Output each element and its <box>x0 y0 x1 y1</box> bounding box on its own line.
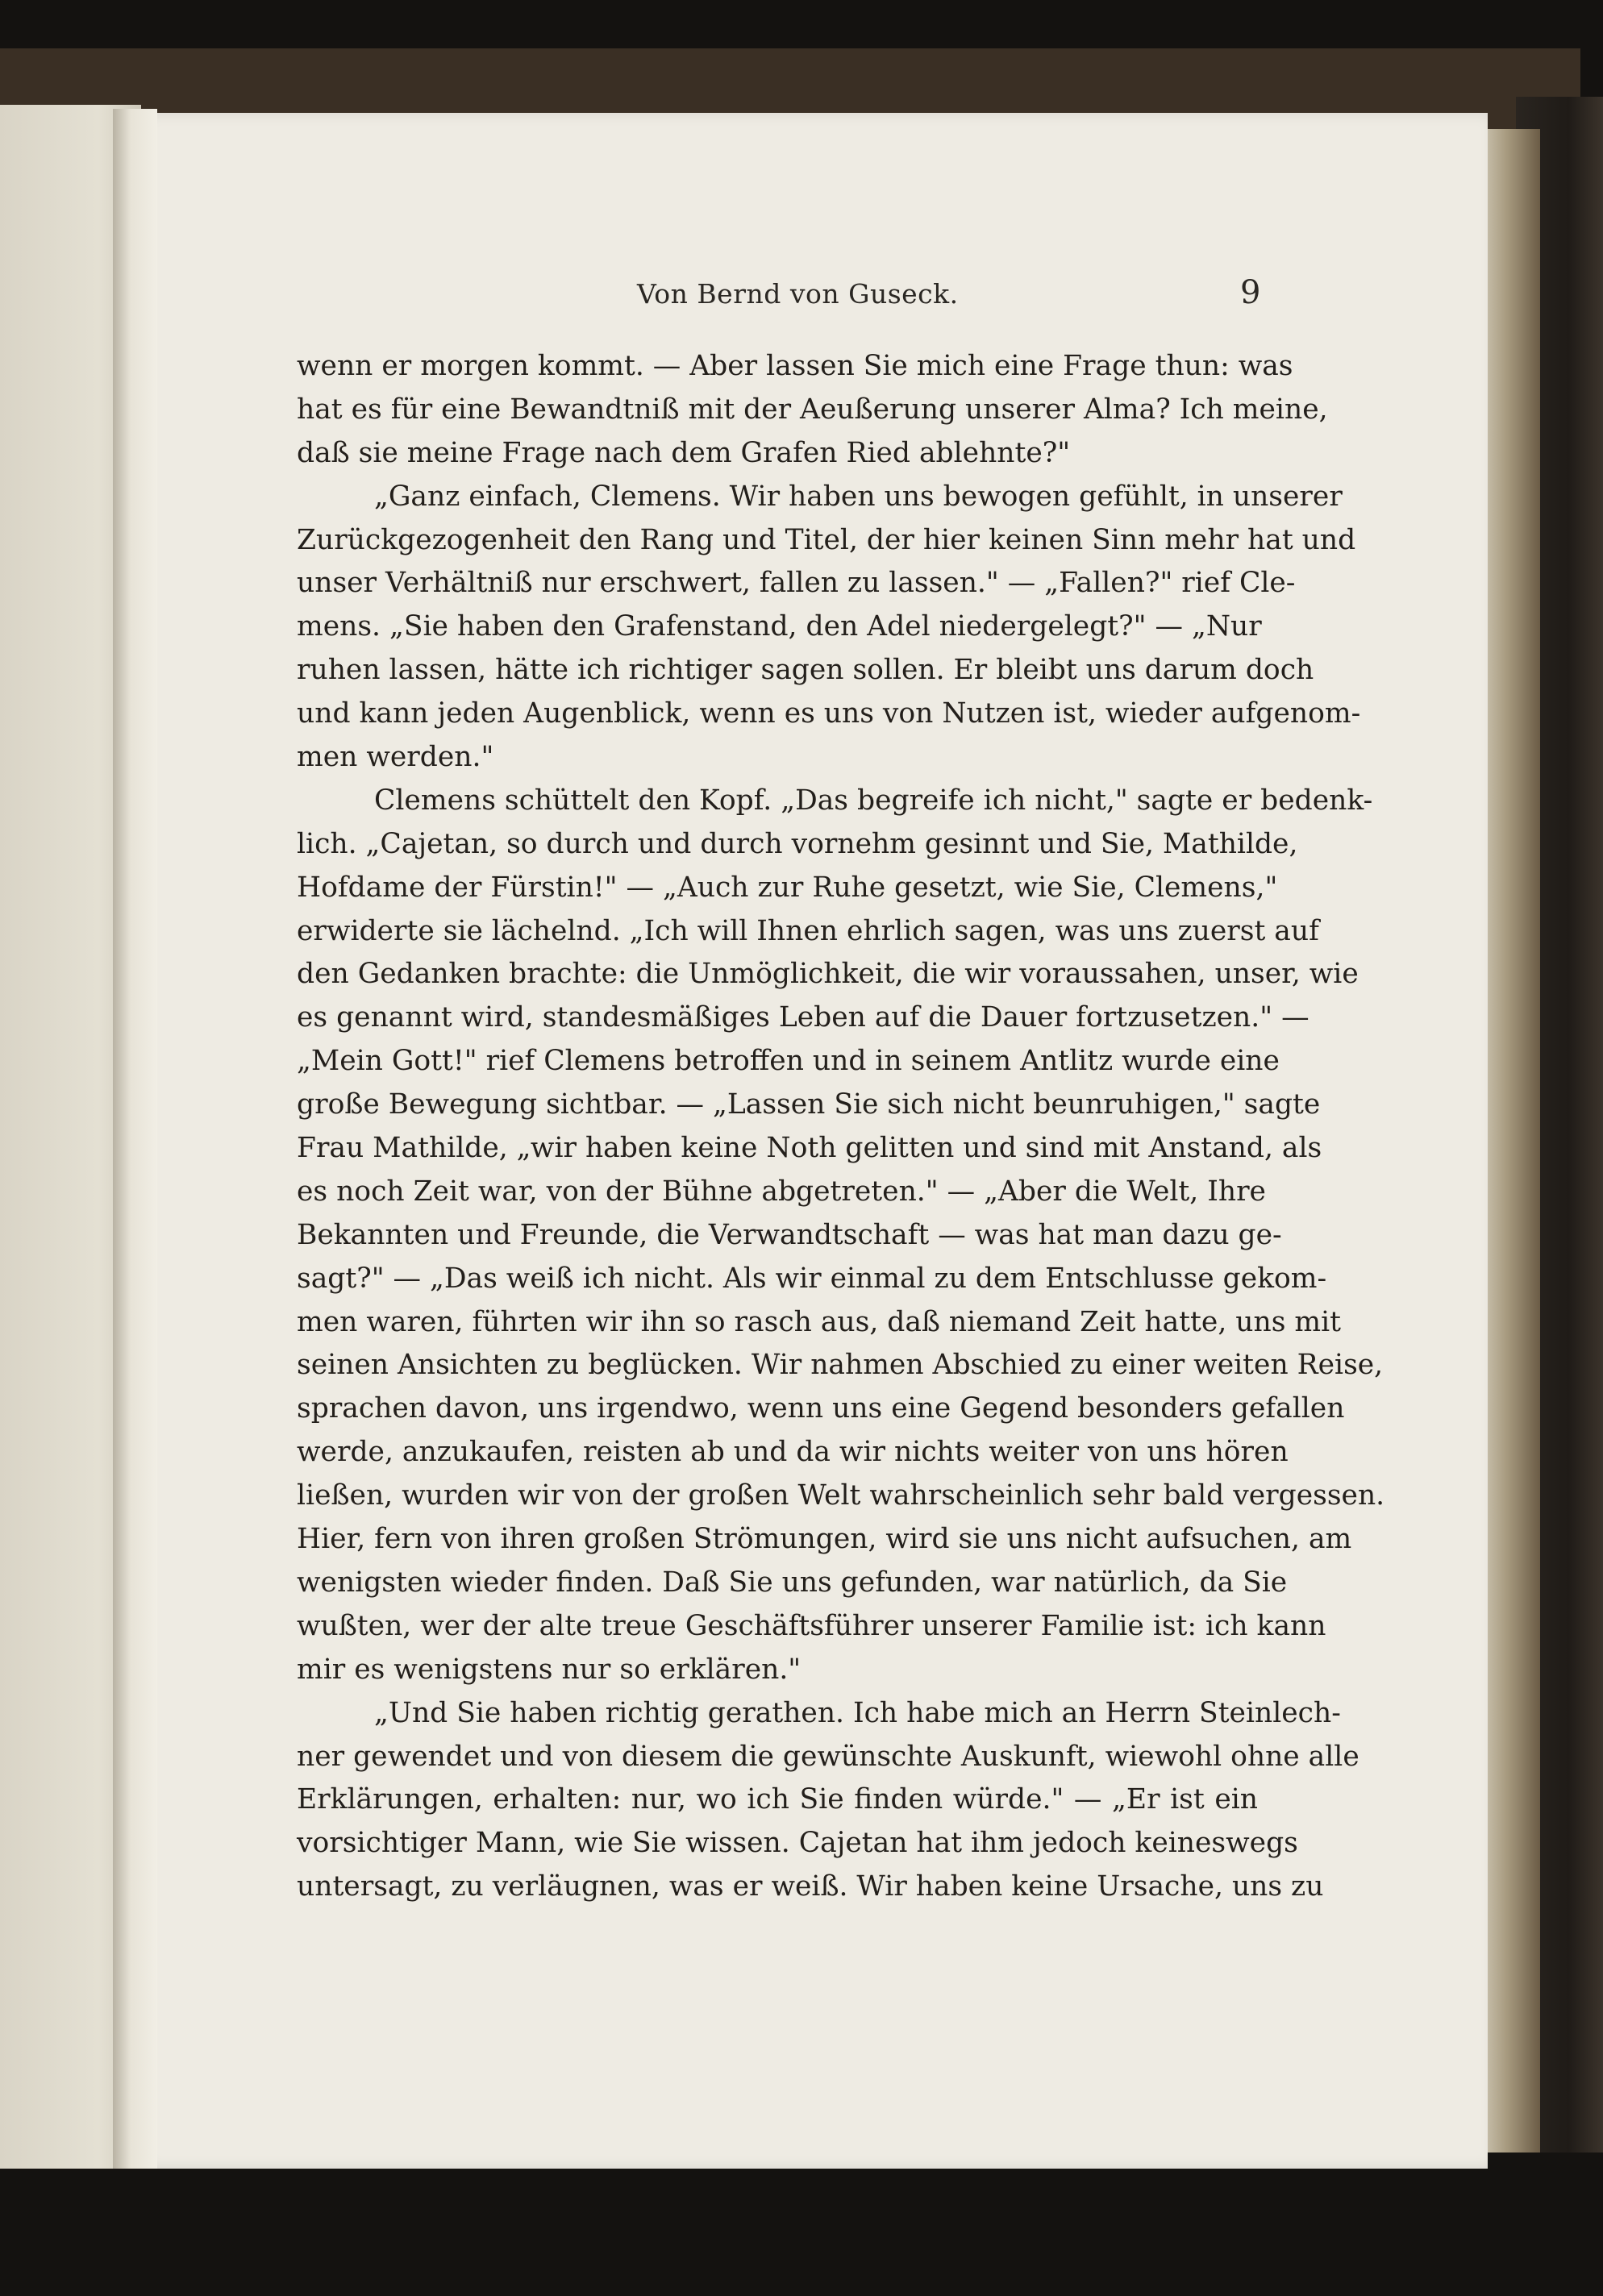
text-line: mens. „Sie haben den Grafenstand, den Adel niedergelegt?" — „Nur <box>297 610 1262 643</box>
text-line: werde, anzukaufen, reisten ab und da wir nichts weiter von uns hören <box>297 1436 1289 1469</box>
text-line: ruhen lassen, hätte ich richtiger sagen sollen. Er bleibt uns darum doch <box>297 654 1314 687</box>
text-line: untersagt, zu verläugnen, was er weiß. Wir haben keine Ursache, uns zu <box>297 1870 1324 1903</box>
text-line: Hier, fern von ihren großen Strömungen, wird sie uns nicht aufsuchen, am <box>297 1523 1352 1556</box>
page-gutter <box>113 109 157 2169</box>
text-line: Hofdame der Fürstin!" — „Auch zur Ruhe gesetzt, wie Sie, Clemens," <box>297 871 1278 904</box>
text-line: „Ganz einfach, Clemens. Wir haben uns bewogen gefühlt, in unserer <box>374 480 1343 513</box>
text-line: es genannt wird, standesmäßiges Leben auf die Dauer fortzusetzen." — <box>297 1001 1309 1034</box>
text-line: sprachen davon, uns irgendwo, wenn uns eine Gegend besonders gefallen <box>297 1392 1345 1425</box>
page-number: 9 <box>1240 274 1261 311</box>
text-line: wußten, wer der alte treue Geschäftsführer unserer Familie ist: ich kann <box>297 1609 1326 1642</box>
text-line: hat es für eine Bewandtniß mit der Aeußerung unserer Alma? Ich meine, <box>297 393 1328 426</box>
text-line: sagt?" — „Das weiß ich nicht. Als wir einmal zu dem Entschlusse gekom- <box>297 1262 1327 1295</box>
text-line: seinen Ansichten zu beglücken. Wir nahmen Abschied zu einer weiten Reise, <box>297 1349 1384 1382</box>
text-line: lich. „Cajetan, so durch und durch vornehm gesinnt und Sie, Mathilde, <box>297 827 1298 860</box>
text-line: Frau Mathilde, „wir haben keine Noth gelitten und sind mit Anstand, als <box>297 1132 1322 1165</box>
text-line: wenn er morgen kommt. — Aber lassen Sie mich eine Frage thun: was <box>297 350 1293 382</box>
text-line: men waren, führten wir ihn so rasch aus, daß niemand Zeit hatte, uns mit <box>297 1305 1341 1338</box>
text-line: und kann jeden Augenblick, wenn es uns von Nutzen ist, wieder aufgenom- <box>297 697 1361 730</box>
text-line: Bekannten und Freunde, die Verwandtschaft — was hat man dazu ge- <box>297 1218 1282 1251</box>
text-line: ließen, wurden wir von der großen Welt wahrscheinlich sehr bald vergessen. <box>297 1479 1385 1512</box>
running-head: Von Bernd von Guseck. <box>637 278 959 310</box>
body-text <box>297 345 1385 1909</box>
text-line: große Bewegung sichtbar. — „Lassen Sie sich nicht beunruhigen," sagte <box>297 1088 1321 1121</box>
text-line: daß sie meine Frage nach dem Grafen Ried ablehnte?" <box>297 436 1071 469</box>
text-line: Erklärungen, erhalten: nur, wo ich Sie finden würde." — „Er ist ein <box>297 1783 1258 1816</box>
page-block-edge <box>1484 129 1540 2152</box>
text-line: mir es wenigstens nur so erklären." <box>297 1653 802 1686</box>
text-line: erwiderte sie lächelnd. „Ich will Ihnen ehrlich sagen, was uns zuerst auf <box>297 914 1319 947</box>
text-line: Clemens schüttelt den Kopf. „Das begreife ich nicht," sagte er bedenk- <box>374 784 1373 817</box>
text-line: Zurückgezogenheit den Rang und Titel, der hier keinen Sinn mehr hat und <box>297 523 1356 556</box>
text-line: „Mein Gott!" rief Clemens betroffen und in seinem Antlitz wurde eine <box>297 1045 1280 1078</box>
text-line: vorsichtiger Mann, wie Sie wissen. Cajetan hat ihm jedoch keineswegs <box>297 1827 1298 1860</box>
text-line: wenigsten wieder finden. Daß Sie uns gefunden, war natürlich, da Sie <box>297 1566 1288 1599</box>
text-line: men werden." <box>297 741 494 774</box>
text-line: unser Verhältniß nur erschwert, fallen zu lassen." — „Fallen?" rief Cle- <box>297 567 1296 600</box>
text-line: es noch Zeit war, von der Bühne abgetreten." — „Aber die Welt, Ihre <box>297 1175 1266 1208</box>
text-line: ner gewendet und von diesem die gewünschte Auskunft, wiewohl ohne alle <box>297 1740 1359 1773</box>
text-line: den Gedanken brachte: die Unmöglichkeit, die wir voraussahen, unser, wie <box>297 958 1359 991</box>
text-line: „Und Sie haben richtig gerathen. Ich habe mich an Herrn Steinlech- <box>374 1696 1341 1729</box>
